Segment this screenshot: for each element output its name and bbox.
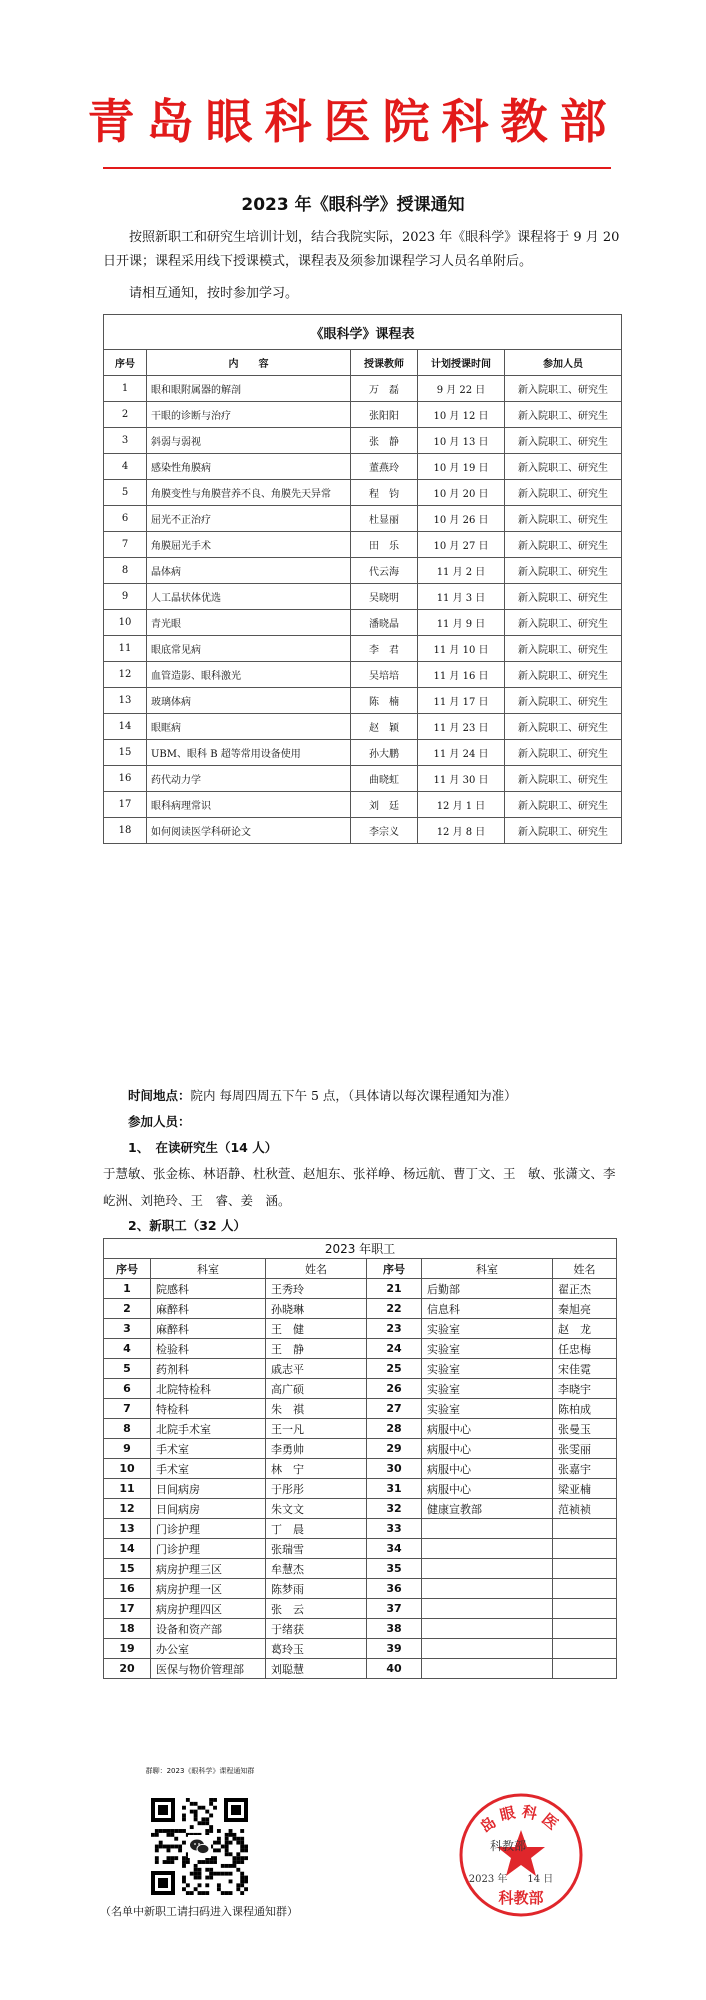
staff-no: 22 bbox=[367, 1299, 422, 1319]
course-content: 人工晶状体优选 bbox=[147, 584, 351, 610]
staff-dept: 病服中心 bbox=[422, 1459, 553, 1479]
course-no: 4 bbox=[104, 454, 147, 480]
staff-dept: 实验室 bbox=[422, 1379, 553, 1399]
course-row bbox=[104, 818, 622, 844]
staff-name: 王一凡 bbox=[266, 1419, 367, 1439]
staff-dept bbox=[422, 1619, 553, 1639]
seal-overlay-text: 科教部 bbox=[498, 1889, 544, 1907]
staff-dept: 药剂科 bbox=[151, 1359, 266, 1379]
notice-paragraph-2: 请相互通知，按时参加学习。 bbox=[129, 286, 299, 301]
course-row bbox=[104, 714, 622, 740]
staff-dept: 特检科 bbox=[151, 1399, 266, 1419]
course-teacher: 董燕玲 bbox=[351, 454, 418, 480]
staff-no: 15 bbox=[104, 1559, 151, 1579]
staff-dept: 日间病房 bbox=[151, 1479, 266, 1499]
course-no: 18 bbox=[104, 818, 147, 844]
course-date: 11 月 24 日 bbox=[418, 740, 505, 766]
course-teacher: 张 静 bbox=[351, 428, 418, 454]
group2-heading: 2、新职工（32 人） bbox=[128, 1218, 246, 1233]
staff-dept: 麻醉科 bbox=[151, 1299, 266, 1319]
course-content: UBM、眼科 B 超等常用设备使用 bbox=[147, 740, 351, 766]
attendees-label: 参加人员： bbox=[128, 1114, 191, 1129]
staff-no: 20 bbox=[104, 1659, 151, 1679]
staff-dept: 麻醉科 bbox=[151, 1319, 266, 1339]
course-header-content: 内 容 bbox=[147, 350, 351, 376]
staff-dept bbox=[422, 1559, 553, 1579]
staff-name: 朱文文 bbox=[266, 1499, 367, 1519]
staff-dept: 手术室 bbox=[151, 1439, 266, 1459]
course-attendees: 新入院职工、研究生 bbox=[505, 766, 622, 792]
course-content: 眼科病理常识 bbox=[147, 792, 351, 818]
staff-no: 34 bbox=[367, 1539, 422, 1559]
course-row bbox=[104, 584, 622, 610]
seal-date-text: 2023 年 14 日 bbox=[468, 1874, 554, 1885]
staff-no: 31 bbox=[367, 1479, 422, 1499]
staff-no: 27 bbox=[367, 1399, 422, 1419]
staff-row bbox=[104, 1479, 617, 1499]
staff-dept: 实验室 bbox=[422, 1359, 553, 1379]
time-location bbox=[128, 1086, 517, 1104]
course-date: 11 月 2 日 bbox=[418, 558, 505, 584]
staff-name: 张瑞雪 bbox=[266, 1539, 367, 1559]
staff-dept: 健康宣教部 bbox=[422, 1499, 553, 1519]
course-row bbox=[104, 766, 622, 792]
staff-name: 高广硕 bbox=[266, 1379, 367, 1399]
course-date: 10 月 20 日 bbox=[418, 480, 505, 506]
staff-row bbox=[104, 1459, 617, 1479]
course-teacher: 刘 廷 bbox=[351, 792, 418, 818]
staff-no: 33 bbox=[367, 1519, 422, 1539]
course-row bbox=[104, 792, 622, 818]
course-teacher: 陈 楠 bbox=[351, 688, 418, 714]
staff-name: 赵 龙 bbox=[553, 1319, 617, 1339]
staff-no: 17 bbox=[104, 1599, 151, 1619]
course-attendees: 新入院职工、研究生 bbox=[505, 792, 622, 818]
staff-name bbox=[553, 1619, 617, 1639]
staff-no: 5 bbox=[104, 1359, 151, 1379]
staff-name: 葛玲玉 bbox=[266, 1639, 367, 1659]
staff-row bbox=[104, 1639, 617, 1659]
course-attendees: 新入院职工、研究生 bbox=[505, 818, 622, 844]
staff-no: 24 bbox=[367, 1339, 422, 1359]
course-header-attendees: 参加人员 bbox=[505, 350, 622, 376]
staff-header-dept-left: 科室 bbox=[151, 1259, 266, 1279]
time-location-label: 时间地点： bbox=[128, 1088, 191, 1103]
staff-no: 6 bbox=[104, 1379, 151, 1399]
course-attendees: 新入院职工、研究生 bbox=[505, 402, 622, 428]
staff-row bbox=[104, 1419, 617, 1439]
course-date: 11 月 3 日 bbox=[418, 584, 505, 610]
staff-name: 张嘉宇 bbox=[553, 1459, 617, 1479]
staff-name bbox=[553, 1539, 617, 1559]
staff-name bbox=[553, 1599, 617, 1619]
course-no: 6 bbox=[104, 506, 147, 532]
course-no: 2 bbox=[104, 402, 147, 428]
course-attendees: 新入院职工、研究生 bbox=[505, 532, 622, 558]
course-date: 11 月 10 日 bbox=[418, 636, 505, 662]
qr-note: （名单中新职工请扫码进入课程通知群） bbox=[100, 1905, 298, 1918]
notice-title: 2023 年《眼科学》授课通知 bbox=[241, 195, 465, 215]
staff-name bbox=[553, 1559, 617, 1579]
course-table-title: 《眼科学》课程表 bbox=[104, 315, 622, 350]
staff-row bbox=[104, 1539, 617, 1559]
staff-name: 李晓宇 bbox=[553, 1379, 617, 1399]
course-no: 11 bbox=[104, 636, 147, 662]
staff-name: 任忠梅 bbox=[553, 1339, 617, 1359]
course-table-header-row bbox=[104, 350, 622, 376]
staff-dept: 办公室 bbox=[151, 1639, 266, 1659]
staff-row bbox=[104, 1379, 617, 1399]
course-content: 角膜屈光手术 bbox=[147, 532, 351, 558]
course-no: 15 bbox=[104, 740, 147, 766]
staff-dept: 后勤部 bbox=[422, 1279, 553, 1299]
staff-row bbox=[104, 1579, 617, 1599]
staff-name: 于绪获 bbox=[266, 1619, 367, 1639]
course-header-teacher: 授课教师 bbox=[351, 350, 418, 376]
course-date: 11 月 9 日 bbox=[418, 610, 505, 636]
course-teacher: 杜显丽 bbox=[351, 506, 418, 532]
staff-no: 32 bbox=[367, 1499, 422, 1519]
staff-dept: 实验室 bbox=[422, 1319, 553, 1339]
course-content: 玻璃体病 bbox=[147, 688, 351, 714]
course-row bbox=[104, 376, 622, 402]
course-teacher: 程 钧 bbox=[351, 480, 418, 506]
course-teacher: 赵 颖 bbox=[351, 714, 418, 740]
course-teacher: 代云海 bbox=[351, 558, 418, 584]
staff-name: 林 宁 bbox=[266, 1459, 367, 1479]
staff-row bbox=[104, 1619, 617, 1639]
staff-header-no-left: 序号 bbox=[104, 1259, 151, 1279]
course-date: 12 月 8 日 bbox=[418, 818, 505, 844]
staff-no: 28 bbox=[367, 1419, 422, 1439]
staff-dept: 门诊护理 bbox=[151, 1519, 266, 1539]
course-date: 9 月 22 日 bbox=[418, 376, 505, 402]
staff-name: 张曼玉 bbox=[553, 1419, 617, 1439]
course-attendees: 新入院职工、研究生 bbox=[505, 480, 622, 506]
header-divider bbox=[103, 167, 611, 169]
staff-no: 36 bbox=[367, 1579, 422, 1599]
course-row bbox=[104, 532, 622, 558]
staff-no: 1 bbox=[104, 1279, 151, 1299]
course-content: 角膜变性与角膜营养不良、角膜先天异常 bbox=[147, 480, 351, 506]
staff-name: 牟慧杰 bbox=[266, 1559, 367, 1579]
staff-no: 7 bbox=[104, 1399, 151, 1419]
staff-no: 30 bbox=[367, 1459, 422, 1479]
staff-row bbox=[104, 1559, 617, 1579]
staff-no: 26 bbox=[367, 1379, 422, 1399]
course-row bbox=[104, 558, 622, 584]
course-date: 11 月 23 日 bbox=[418, 714, 505, 740]
course-teacher: 李宗义 bbox=[351, 818, 418, 844]
staff-dept: 实验室 bbox=[422, 1339, 553, 1359]
staff-dept: 病房护理一区 bbox=[151, 1579, 266, 1599]
staff-no: 8 bbox=[104, 1419, 151, 1439]
staff-header-no-right: 序号 bbox=[367, 1259, 422, 1279]
staff-no: 29 bbox=[367, 1439, 422, 1459]
course-date: 11 月 30 日 bbox=[418, 766, 505, 792]
staff-dept: 病房护理三区 bbox=[151, 1559, 266, 1579]
staff-row bbox=[104, 1339, 617, 1359]
staff-header-dept-right: 科室 bbox=[422, 1259, 553, 1279]
staff-dept: 北院特检科 bbox=[151, 1379, 266, 1399]
course-content: 如何阅读医学科研论文 bbox=[147, 818, 351, 844]
seal-stamp-icon bbox=[456, 1790, 586, 1920]
staff-no: 12 bbox=[104, 1499, 151, 1519]
course-teacher: 张阳阳 bbox=[351, 402, 418, 428]
staff-row bbox=[104, 1439, 617, 1459]
course-teacher: 孙大鹏 bbox=[351, 740, 418, 766]
staff-row bbox=[104, 1659, 617, 1679]
staff-name: 戚志平 bbox=[266, 1359, 367, 1379]
staff-table-title: 2023 年职工 bbox=[104, 1239, 617, 1259]
course-attendees: 新入院职工、研究生 bbox=[505, 636, 622, 662]
course-attendees: 新入院职工、研究生 bbox=[505, 376, 622, 402]
course-row bbox=[104, 610, 622, 636]
staff-no: 40 bbox=[367, 1659, 422, 1679]
course-teacher: 曲晓虹 bbox=[351, 766, 418, 792]
group1-names: 于慧敏、张金栋、林语静、杜秋萱、赵旭东、张祥峥、杨远航、曹丁文、王 敏、张潇文、李屹洲、刘艳玲、王 睿、姜 涵。 bbox=[103, 1166, 616, 1208]
course-content: 药代动力学 bbox=[147, 766, 351, 792]
course-row bbox=[104, 740, 622, 766]
staff-no: 18 bbox=[104, 1619, 151, 1639]
course-attendees: 新入院职工、研究生 bbox=[505, 610, 622, 636]
staff-row bbox=[104, 1359, 617, 1379]
staff-table bbox=[103, 1238, 617, 1679]
course-attendees: 新入院职工、研究生 bbox=[505, 506, 622, 532]
course-date: 12 月 1 日 bbox=[418, 792, 505, 818]
notice-paragraph-1: 按照新职工和研究生培训计划，结合我院实际，2023 年《眼科学》课程将于 9 月 20 日开课；课程采用线下授课模式，课程表及须参加课程学习人员名单附后。 bbox=[103, 230, 620, 269]
course-row bbox=[104, 636, 622, 662]
staff-no: 9 bbox=[104, 1439, 151, 1459]
course-content: 斜弱与弱视 bbox=[147, 428, 351, 454]
time-location-text: 院内 每周四周五下午 5 点，（具体请以每次课程通知为准） bbox=[190, 1088, 517, 1103]
staff-row bbox=[104, 1299, 617, 1319]
course-attendees: 新入院职工、研究生 bbox=[505, 662, 622, 688]
header-org-title: 青岛眼科医院科教部 bbox=[87, 95, 619, 150]
qr-caption: 群聊：2023《眼科学》课程通知群 bbox=[145, 1767, 255, 1775]
course-attendees: 新入院职工、研究生 bbox=[505, 454, 622, 480]
staff-dept: 病房护理四区 bbox=[151, 1599, 266, 1619]
seal-arc-text: 岛眼科医 bbox=[476, 1802, 566, 1837]
course-schedule-table bbox=[103, 314, 622, 844]
staff-name: 陈梦雨 bbox=[266, 1579, 367, 1599]
seal-inner-text: 科教部 bbox=[489, 1839, 527, 1853]
course-attendees: 新入院职工、研究生 bbox=[505, 558, 622, 584]
course-date: 10 月 19 日 bbox=[418, 454, 505, 480]
course-date: 10 月 13 日 bbox=[418, 428, 505, 454]
staff-header-name-right: 姓名 bbox=[553, 1259, 617, 1279]
course-row bbox=[104, 688, 622, 714]
staff-dept: 院感科 bbox=[151, 1279, 266, 1299]
staff-no: 10 bbox=[104, 1459, 151, 1479]
staff-dept: 信息科 bbox=[422, 1299, 553, 1319]
staff-dept: 设备和资产部 bbox=[151, 1619, 266, 1639]
staff-row bbox=[104, 1399, 617, 1419]
staff-name: 孙晓琳 bbox=[266, 1299, 367, 1319]
qr-code-icon[interactable] bbox=[148, 1795, 251, 1898]
staff-dept bbox=[422, 1659, 553, 1679]
course-content: 眼眶病 bbox=[147, 714, 351, 740]
staff-header-name-left: 姓名 bbox=[266, 1259, 367, 1279]
course-content: 青光眼 bbox=[147, 610, 351, 636]
staff-no: 38 bbox=[367, 1619, 422, 1639]
staff-no: 13 bbox=[104, 1519, 151, 1539]
staff-name: 梁亚楠 bbox=[553, 1479, 617, 1499]
course-content: 感染性角膜病 bbox=[147, 454, 351, 480]
staff-dept: 北院手术室 bbox=[151, 1419, 266, 1439]
course-teacher: 李 君 bbox=[351, 636, 418, 662]
staff-no: 11 bbox=[104, 1479, 151, 1499]
course-teacher: 潘晓晶 bbox=[351, 610, 418, 636]
staff-dept: 手术室 bbox=[151, 1459, 266, 1479]
staff-name: 李勇帅 bbox=[266, 1439, 367, 1459]
course-no: 1 bbox=[104, 376, 147, 402]
course-no: 8 bbox=[104, 558, 147, 584]
staff-dept bbox=[422, 1579, 553, 1599]
staff-dept: 实验室 bbox=[422, 1399, 553, 1419]
staff-no: 16 bbox=[104, 1579, 151, 1599]
staff-dept bbox=[422, 1519, 553, 1539]
course-header-no: 序号 bbox=[104, 350, 147, 376]
course-attendees: 新入院职工、研究生 bbox=[505, 428, 622, 454]
staff-no: 25 bbox=[367, 1359, 422, 1379]
staff-name: 刘聪慧 bbox=[266, 1659, 367, 1679]
staff-row bbox=[104, 1279, 617, 1299]
course-content: 眼和眼附属器的解剖 bbox=[147, 376, 351, 402]
course-teacher: 田 乐 bbox=[351, 532, 418, 558]
course-date: 10 月 27 日 bbox=[418, 532, 505, 558]
staff-name: 于彤彤 bbox=[266, 1479, 367, 1499]
course-no: 3 bbox=[104, 428, 147, 454]
staff-dept: 病服中心 bbox=[422, 1419, 553, 1439]
staff-dept: 医保与物价管理部 bbox=[151, 1659, 266, 1679]
course-row bbox=[104, 662, 622, 688]
staff-dept bbox=[422, 1599, 553, 1619]
staff-no: 4 bbox=[104, 1339, 151, 1359]
staff-name bbox=[553, 1519, 617, 1539]
course-no: 17 bbox=[104, 792, 147, 818]
staff-name: 王秀玲 bbox=[266, 1279, 367, 1299]
staff-dept: 病服中心 bbox=[422, 1479, 553, 1499]
staff-no: 23 bbox=[367, 1319, 422, 1339]
course-no: 10 bbox=[104, 610, 147, 636]
course-date: 11 月 16 日 bbox=[418, 662, 505, 688]
staff-name: 张雯丽 bbox=[553, 1439, 617, 1459]
staff-row bbox=[104, 1319, 617, 1339]
course-no: 16 bbox=[104, 766, 147, 792]
staff-row bbox=[104, 1499, 617, 1519]
course-no: 12 bbox=[104, 662, 147, 688]
staff-table-header-row bbox=[104, 1259, 617, 1279]
staff-dept: 检验科 bbox=[151, 1339, 266, 1359]
course-attendees: 新入院职工、研究生 bbox=[505, 584, 622, 610]
staff-no: 2 bbox=[104, 1299, 151, 1319]
group1-heading: 1、 在读研究生（14 人） bbox=[128, 1140, 278, 1155]
course-date: 11 月 17 日 bbox=[418, 688, 505, 714]
course-content: 屈光不正治疗 bbox=[147, 506, 351, 532]
course-attendees: 新入院职工、研究生 bbox=[505, 688, 622, 714]
course-content: 血管造影、眼科激光 bbox=[147, 662, 351, 688]
staff-name: 王 静 bbox=[266, 1339, 367, 1359]
staff-row bbox=[104, 1599, 617, 1619]
staff-name: 王 健 bbox=[266, 1319, 367, 1339]
staff-name bbox=[553, 1579, 617, 1599]
staff-name: 张 云 bbox=[266, 1599, 367, 1619]
staff-name: 丁 晨 bbox=[266, 1519, 367, 1539]
staff-name: 朱 祺 bbox=[266, 1399, 367, 1419]
staff-dept: 日间病房 bbox=[151, 1499, 266, 1519]
course-no: 5 bbox=[104, 480, 147, 506]
staff-no: 3 bbox=[104, 1319, 151, 1339]
course-date: 10 月 12 日 bbox=[418, 402, 505, 428]
course-content: 眼底常见病 bbox=[147, 636, 351, 662]
course-content: 干眼的诊断与治疗 bbox=[147, 402, 351, 428]
course-no: 14 bbox=[104, 714, 147, 740]
staff-name: 翟正杰 bbox=[553, 1279, 617, 1299]
course-teacher: 吴培培 bbox=[351, 662, 418, 688]
staff-table-body bbox=[104, 1279, 617, 1679]
course-teacher: 吴晓明 bbox=[351, 584, 418, 610]
staff-no: 21 bbox=[367, 1279, 422, 1299]
course-header-date: 计划授课时间 bbox=[418, 350, 505, 376]
course-date: 10 月 26 日 bbox=[418, 506, 505, 532]
course-no: 13 bbox=[104, 688, 147, 714]
staff-dept bbox=[422, 1639, 553, 1659]
staff-name: 陈柏成 bbox=[553, 1399, 617, 1419]
staff-no: 39 bbox=[367, 1639, 422, 1659]
course-attendees: 新入院职工、研究生 bbox=[505, 740, 622, 766]
staff-row bbox=[104, 1519, 617, 1539]
course-attendees: 新入院职工、研究生 bbox=[505, 714, 622, 740]
course-teacher: 万 磊 bbox=[351, 376, 418, 402]
staff-no: 14 bbox=[104, 1539, 151, 1559]
staff-no: 35 bbox=[367, 1559, 422, 1579]
staff-no: 19 bbox=[104, 1639, 151, 1659]
course-no: 7 bbox=[104, 532, 147, 558]
course-table-body bbox=[104, 376, 622, 844]
staff-no: 37 bbox=[367, 1599, 422, 1619]
course-row bbox=[104, 454, 622, 480]
staff-name bbox=[553, 1639, 617, 1659]
course-row bbox=[104, 506, 622, 532]
course-row bbox=[104, 428, 622, 454]
staff-name: 范祯祯 bbox=[553, 1499, 617, 1519]
staff-name: 宋佳霓 bbox=[553, 1359, 617, 1379]
staff-dept bbox=[422, 1539, 553, 1559]
staff-name bbox=[553, 1659, 617, 1679]
course-no: 9 bbox=[104, 584, 147, 610]
staff-name: 秦旭亮 bbox=[553, 1299, 617, 1319]
staff-dept: 门诊护理 bbox=[151, 1539, 266, 1559]
course-row bbox=[104, 480, 622, 506]
staff-dept: 病服中心 bbox=[422, 1439, 553, 1459]
course-content: 晶体病 bbox=[147, 558, 351, 584]
course-row bbox=[104, 402, 622, 428]
